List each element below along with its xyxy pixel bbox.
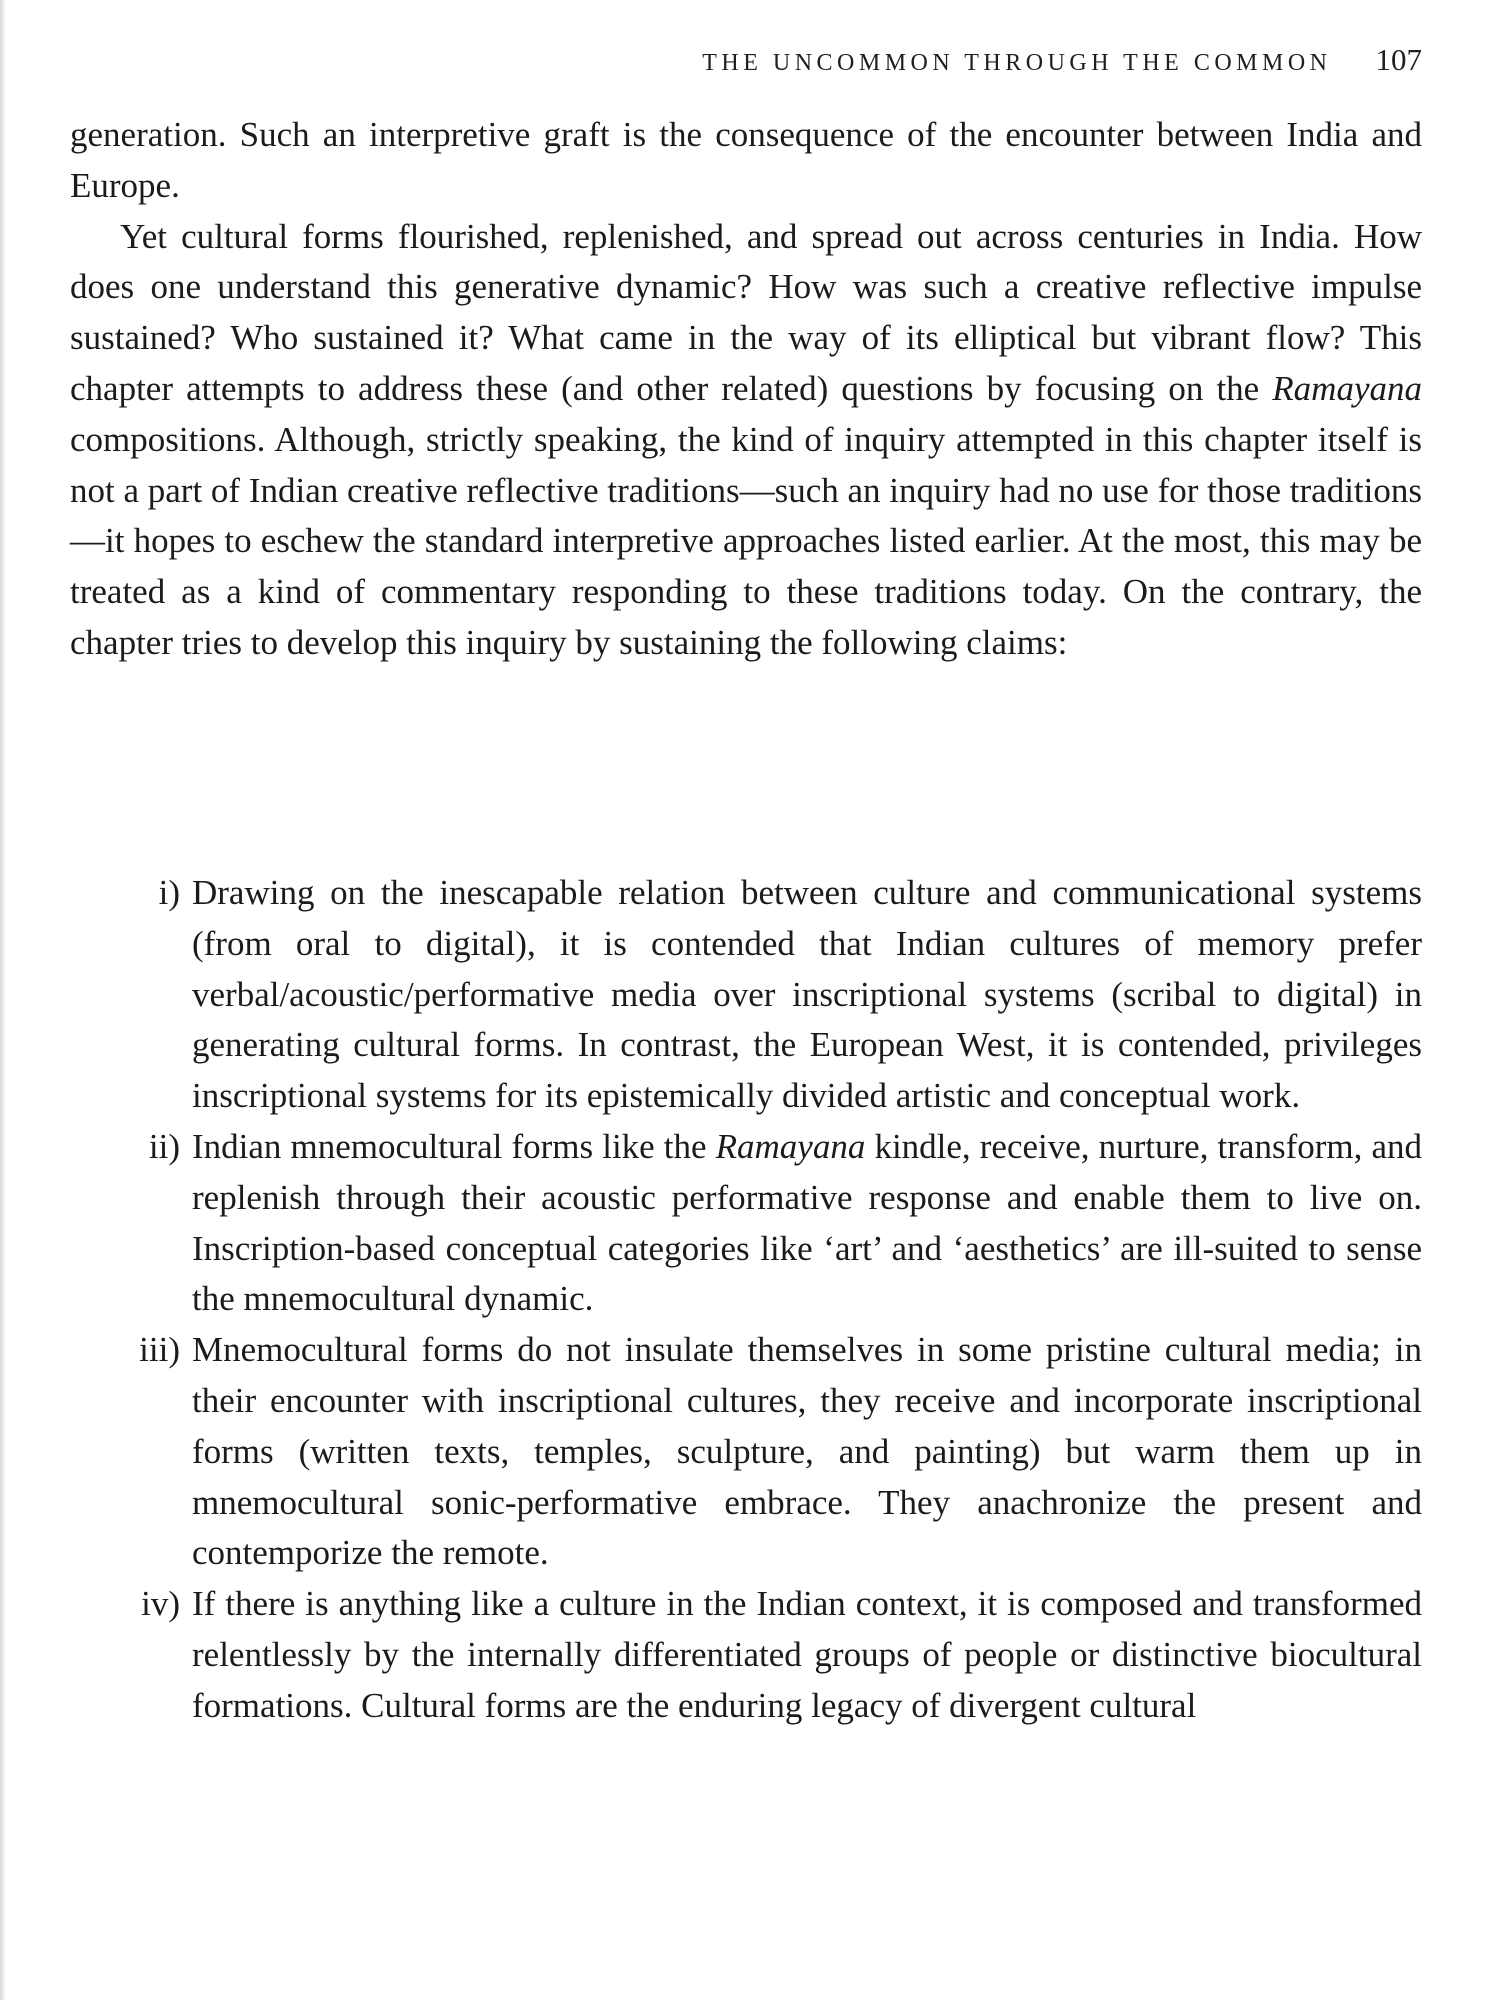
running-head-title: THE UNCOMMON THROUGH THE COMMON [702, 50, 1332, 76]
paragraph-text: Yet cultural forms flourished, replenished, and spread out across centuries in India. How does one understand this generative dynamic? How was such a creative reflective impulse sustained? Who sustained it? What came in the way of its elliptical but vibrant flow? This chapter attempts to address these (and other related) questions by focusing on the [70, 216, 1422, 408]
claim-text: kindle, receive, nurture, transform, and replenish through their acoustic performative response and enable them to live on. Inscription-based conceptual categories like ‘art’ and ‘aesthetics’ are ill-suited to sense the mnemocultural dynamic. [192, 1126, 1422, 1319]
claim-marker: iv) [141, 1584, 180, 1624]
italic-title: Ramayana [715, 1126, 866, 1166]
claim-text: Indian mnemocultural forms like the [192, 1126, 716, 1166]
page-number: 107 [1375, 42, 1422, 77]
claim-item [70, 868, 1422, 1122]
claims-list [70, 868, 1422, 1732]
body-text [70, 110, 1422, 669]
claim-text: Mnemocultural forms do not insulate themselves in some pristine cultural media; in their encounter with inscriptional cultures, they receive and incorporate inscriptional forms (written texts, temples, sculpture, and painting) but warm them up in mnemocultural sonic-performative embrace. They anachronize the present and contemporize the remote. [192, 1330, 1422, 1573]
paragraph-text: compositions. Although, strictly speaking, the kind of inquiry attempted in this chapter itself is not a part of Indian creative reflective traditions—such an inquiry had no use for those traditions—it hopes to eschew the standard interpretive approaches listed earlier. At the most, this may be treated as a kind of commentary responding to these traditions today. On the contrary, the chapter tries to develop this inquiry by sustaining the following claims: [70, 419, 1422, 662]
claim-item [70, 1122, 1422, 1325]
claim-marker: iii) [139, 1330, 180, 1370]
claim-item [70, 1579, 1422, 1731]
italic-title: Ramayana [1272, 368, 1422, 408]
gutter-shadow [0, 0, 6, 2000]
claim-item [70, 1325, 1422, 1579]
claim-marker: ii) [148, 1126, 180, 1166]
paragraph-continued [70, 110, 1422, 212]
claim-text: Drawing on the inescapable relation between culture and communicational systems (from oral to digital), it is contended that Indian cultures of memory prefer verbal/acoustic/performative media over inscriptional systems (scribal to digital) in generating cultural forms. In contrast, the European West, it is contended, privileges inscriptional systems for its epistemically divided artistic and conceptual work. [192, 873, 1422, 1116]
running-head [70, 42, 1422, 82]
paragraph-text: generation. Such an interpretive graft is the consequence of the encounter between India and Europe. [70, 115, 1422, 205]
paragraph [70, 212, 1422, 669]
claim-text: If there is anything like a culture in the Indian context, it is composed and transformed relentlessly by the internally differentiated groups of people or distinctive biocultural formations. Cultural forms are the enduring legacy of divergent cultural [192, 1584, 1422, 1725]
claim-marker: i) [158, 873, 180, 912]
